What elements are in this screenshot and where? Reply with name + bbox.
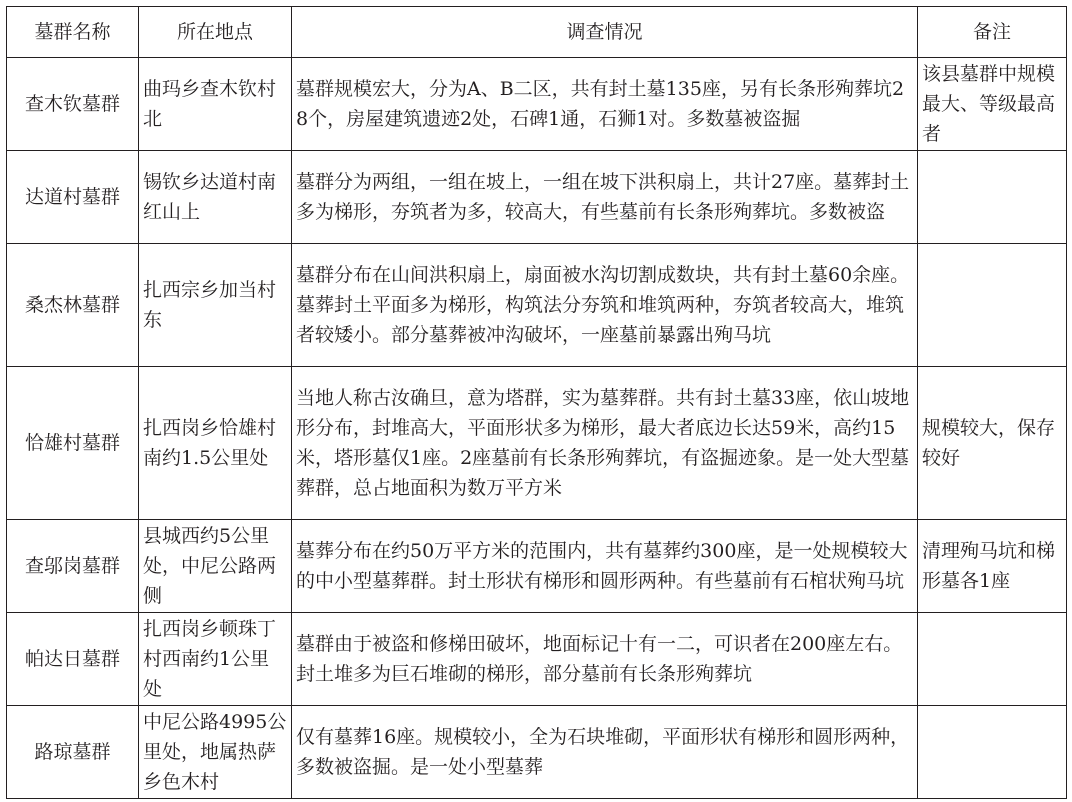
cell-survey: 墓群规模宏大，分为A、B二区，共有封土墓135座，另有长条形殉葬坑28个，房屋建筑遗迹2处，石碑1通，石狮1对。多数墓被盗掘	[292, 58, 918, 151]
cell-note	[918, 613, 1067, 706]
cell-survey: 墓群分布在山间洪积扇上，扇面被水沟切割成数块，共有封土墓60余座。墓葬封土平面多为梯形，构筑法分夯筑和堆筑两种，夯筑者较高大，堆筑者较矮小。部分墓葬被冲沟破坏，一座墓前暴露出殉马坑	[292, 244, 918, 367]
cell-name: 查邬岗墓群	[7, 520, 139, 613]
tomb-survey-table	[6, 6, 1067, 799]
table-row	[7, 520, 1067, 613]
cell-name: 帕达日墓群	[7, 613, 139, 706]
cell-survey: 墓葬分布在约50万平方米的范围内，共有墓葬约300座，是一处规模较大的中小型墓葬群。封土形状有梯形和圆形两种。有些墓前有石棺状殉马坑	[292, 520, 918, 613]
cell-location: 扎西宗乡加当村东	[139, 244, 292, 367]
table-row	[7, 613, 1067, 706]
header-row	[7, 7, 1067, 58]
cell-location: 锡钦乡达道村南红山上	[139, 151, 292, 244]
cell-location: 县城西约5公里处，中尼公路两侧	[139, 520, 292, 613]
table-row	[7, 58, 1067, 151]
table-row	[7, 367, 1067, 520]
cell-name: 查木钦墓群	[7, 58, 139, 151]
cell-note	[918, 244, 1067, 367]
cell-survey: 墓群由于被盗和修梯田破坏，地面标记十有一二，可识者在200座左右。封土堆多为巨石堆砌的梯形，部分墓前有长条形殉葬坑	[292, 613, 918, 706]
cell-survey: 墓群分为两组，一组在坡上，一组在坡下洪积扇上，共计27座。墓葬封土多为梯形，夯筑者为多，较高大，有些墓前有长条形殉葬坑。多数被盗	[292, 151, 918, 244]
cell-name: 路琼墓群	[7, 706, 139, 799]
cell-location: 中尼公路4995公里处，地属热萨乡色木村	[139, 706, 292, 799]
cell-note: 规模较大，保存较好	[918, 367, 1067, 520]
table-row	[7, 151, 1067, 244]
cell-note	[918, 706, 1067, 799]
table-row	[7, 706, 1067, 799]
header-name: 墓群名称	[7, 7, 139, 58]
cell-name: 达道村墓群	[7, 151, 139, 244]
header-survey: 调查情况	[292, 7, 918, 58]
cell-location: 曲玛乡查木钦村北	[139, 58, 292, 151]
cell-note: 该县墓群中规模最大、等级最高者	[918, 58, 1067, 151]
page	[6, 6, 1066, 799]
header-location: 所在地点	[139, 7, 292, 58]
cell-location: 扎西岗乡恰雄村南约1.5公里处	[139, 367, 292, 520]
header-note: 备注	[918, 7, 1067, 58]
cell-location: 扎西岗乡顿珠丁村西南约1公里处	[139, 613, 292, 706]
table-row	[7, 244, 1067, 367]
cell-note	[918, 151, 1067, 244]
cell-name: 桑杰林墓群	[7, 244, 139, 367]
cell-note: 清理殉马坑和梯形墓各1座	[918, 520, 1067, 613]
cell-survey: 仅有墓葬16座。规模较小，全为石块堆砌，平面形状有梯形和圆形两种，多数被盗掘。是一处小型墓葬	[292, 706, 918, 799]
cell-survey: 当地人称古汝确旦，意为塔群，实为墓葬群。共有封土墓33座，依山坡地形分布，封堆高大，平面形状多为梯形，最大者底边长达59米，高约15米，塔形墓仅1座。2座墓前有长条形殉葬坑，有盗掘迹象。是一处大型墓葬群，总占地面积为数万平方米	[292, 367, 918, 520]
cell-name: 恰雄村墓群	[7, 367, 139, 520]
